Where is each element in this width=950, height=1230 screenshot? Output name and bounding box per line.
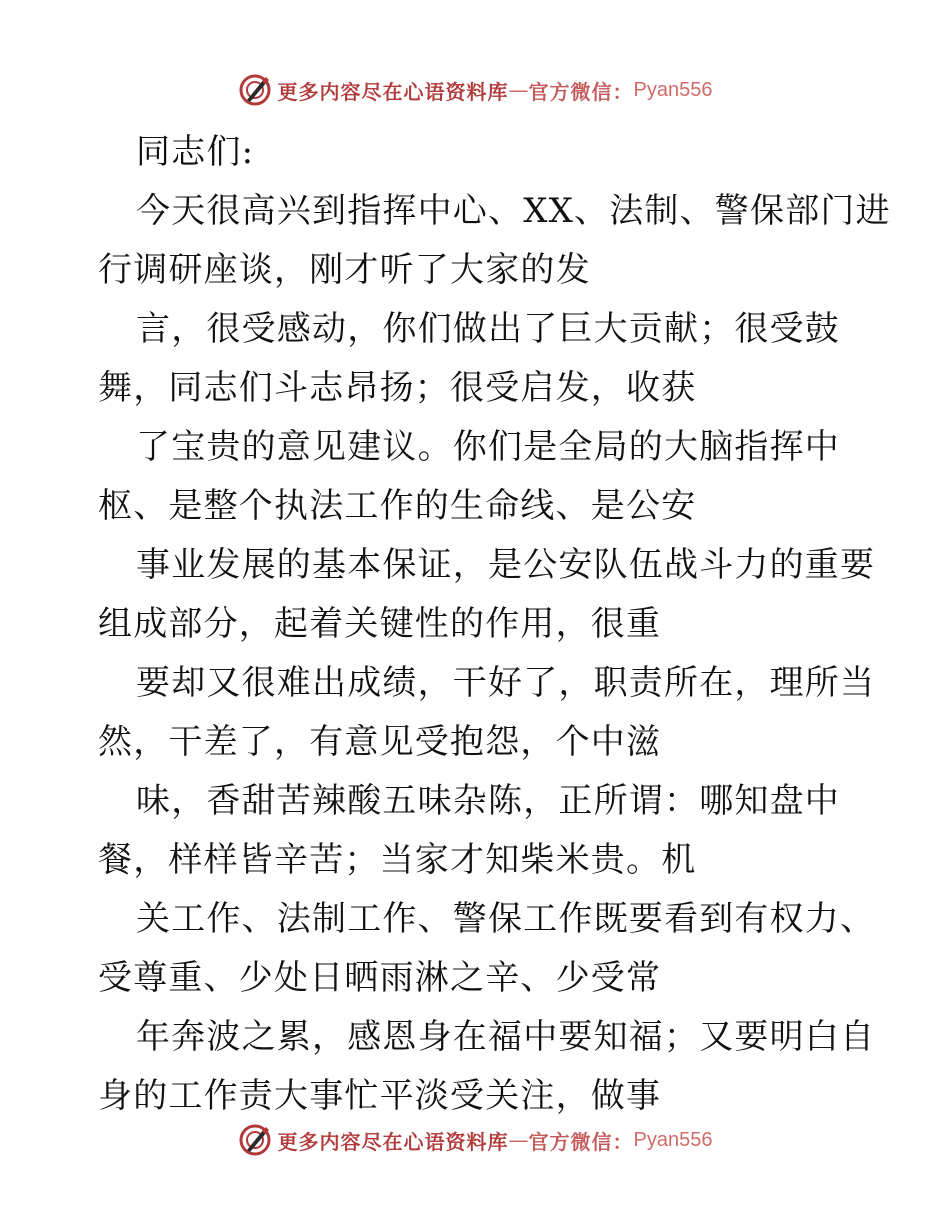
body-line: 组成部分，起着关键性的作用，很重 xyxy=(98,604,662,644)
body-line: 身的工作责大事忙平淡受关注，做事 xyxy=(98,1076,662,1116)
body-line: 事业发展的基本保证，是公安队伍战斗力的重要 xyxy=(136,545,876,585)
watermark-id: Pyan556 xyxy=(633,1128,713,1151)
header-watermark xyxy=(0,70,950,110)
body-line: 同志们: xyxy=(136,132,255,172)
watermark-dash: — xyxy=(508,1128,529,1152)
watermark-label: 官方微信： xyxy=(528,1129,634,1154)
footer-watermark xyxy=(0,1120,950,1160)
body-line: 言，很受感动，你们做出了巨大贡献；很受鼓 xyxy=(136,309,840,349)
watermark-brand: 更多内容尽在心语资料库 xyxy=(277,79,509,104)
watermark-id: Pyan556 xyxy=(633,78,713,101)
body-line: 今天很高兴到指挥中心、XX、法制、警保部门进 xyxy=(136,191,891,231)
watermark-label: 官方微信： xyxy=(528,79,634,104)
body-line: 受尊重、少处日晒雨淋之辛、少受常 xyxy=(98,958,662,998)
body-line: 然，干差了，有意见受抱怨，个中滋 xyxy=(98,722,662,762)
body-line: 年奔波之累，感恩身在福中要知福；又要明白自 xyxy=(136,1017,876,1057)
document-body xyxy=(98,123,891,1126)
quill-pen-logo-icon xyxy=(238,73,272,107)
body-line: 枢、是整个执法工作的生命线、是公安 xyxy=(98,486,697,526)
quill-pen-logo-icon xyxy=(238,1123,272,1157)
body-line: 舞，同志们斗志昂扬；很受启发，收获 xyxy=(98,368,697,408)
body-line: 要却又很难出成绩，干好了，职责所在，理所当 xyxy=(136,663,876,703)
body-line: 行调研座谈，刚才听了大家的发 xyxy=(98,250,591,290)
body-line: 关工作、法制工作、警保工作既要看到有权力、 xyxy=(136,899,876,939)
watermark-brand: 更多内容尽在心语资料库 xyxy=(277,1129,509,1154)
body-line: 味，香甜苦辣酸五味杂陈，正所谓：哪知盘中 xyxy=(136,781,840,821)
body-line: 了宝贵的意见建议。你们是全局的大脑指挥中 xyxy=(136,427,840,467)
body-line: 餐，样样皆辛苦；当家才知柴米贵。机 xyxy=(98,840,697,880)
watermark-dash: — xyxy=(508,78,529,102)
